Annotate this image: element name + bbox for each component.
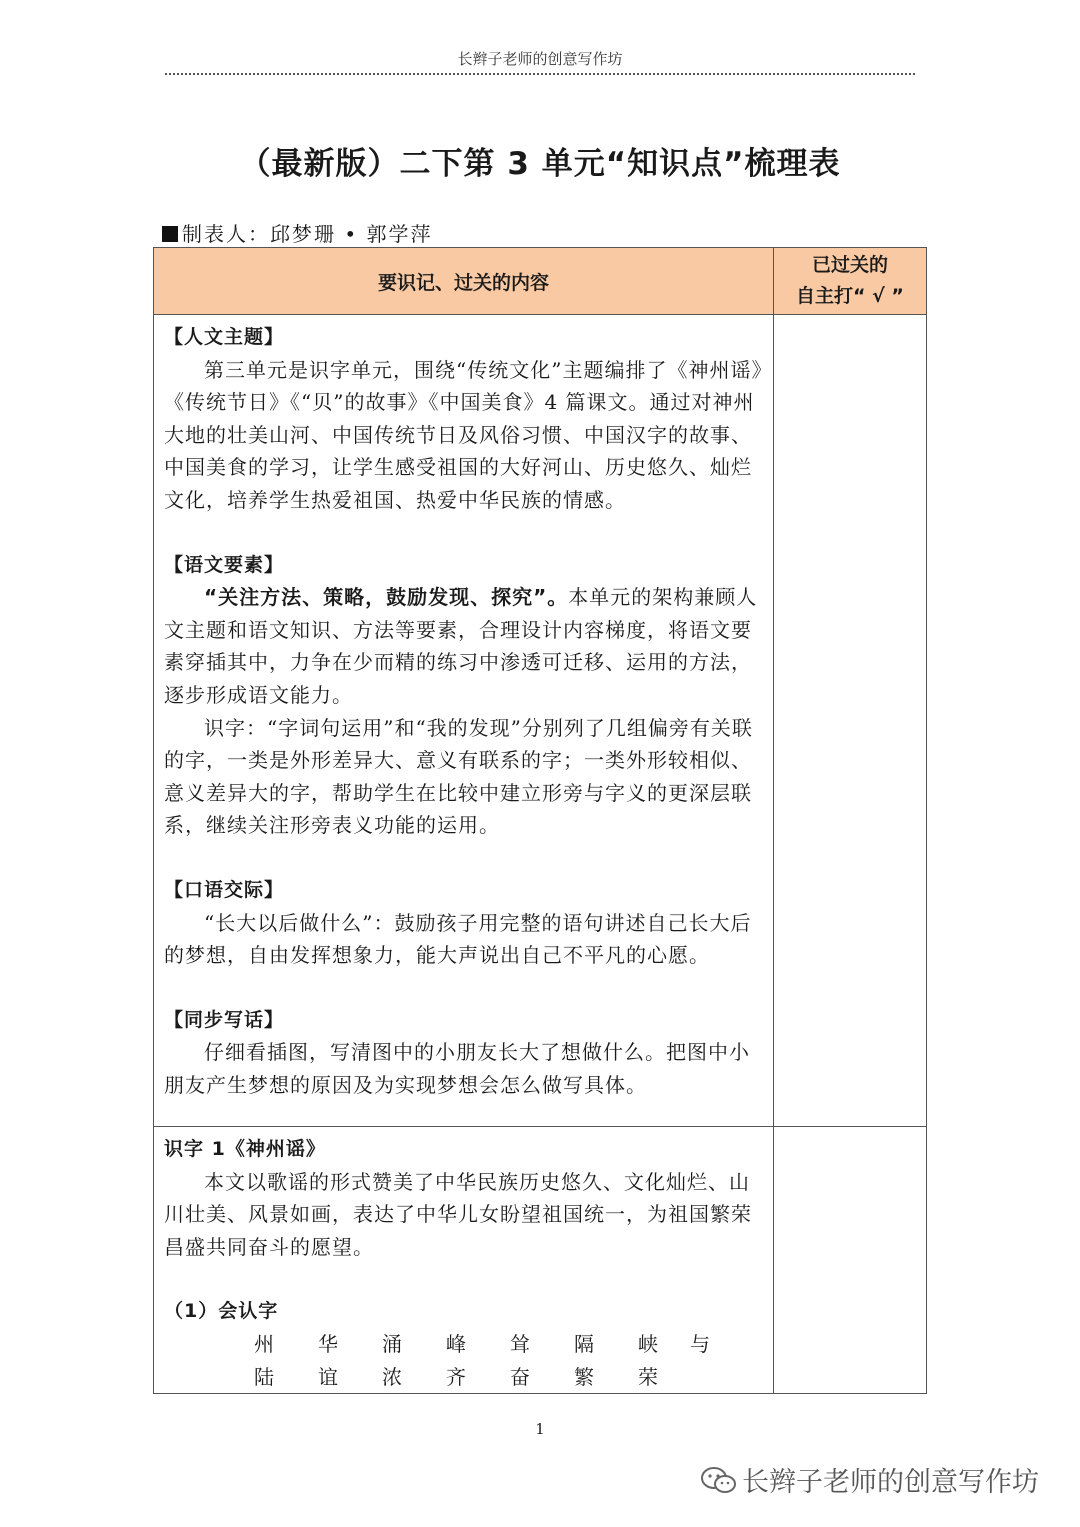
- knowledge-table: [153, 247, 927, 1394]
- section-head-theme: 【人文主题】: [164, 326, 285, 348]
- section-sub-recognize: （1）会认字: [164, 1300, 279, 1323]
- section-text-oral: “长大以后做什么”：鼓励孩子用完整的语句讲述自己长大后的梦想，自由发挥想象力，能大声说出自己不平凡的心愿。: [164, 910, 752, 968]
- page-number: 1: [535, 1420, 545, 1438]
- char: 与: [690, 1331, 710, 1356]
- header-check-column: [774, 248, 927, 315]
- header-content-column: 要识记、过关的内容: [154, 248, 774, 315]
- char: 隔: [574, 1331, 594, 1356]
- check-cell[interactable]: [774, 1127, 927, 1394]
- header-check-line2: 自主打“ √ ”: [796, 285, 904, 307]
- char-row-2: [254, 1361, 765, 1394]
- char: 浓: [382, 1364, 402, 1389]
- author-text: 制表人：邱梦珊 • 郭学萍: [182, 222, 433, 246]
- lesson1-cell: [154, 1127, 774, 1394]
- section-text-elements-2: 识字：“字词句运用”和“我的发现”分别列了几组偏旁有关联的字，一类是外形差异大、意义有联系的字；一类外形较相似、意义差异大的字，帮助学生在比较中建立形旁与字义的更深层联系，继续关注形旁表义功能的运用。: [164, 715, 753, 838]
- section-text-lesson1: 本文以歌谣的形式赞美了中华民族历史悠久、文化灿烂、山川壮美、风景如画，表达了中华儿女盼望祖国统一，为祖国繁荣昌盛共同奋斗的愿望。: [164, 1169, 752, 1259]
- char: 繁: [574, 1364, 594, 1389]
- header-rule: [165, 73, 915, 75]
- section-head-elements: 【语文要素】: [164, 553, 285, 576]
- char: 峡: [638, 1331, 658, 1356]
- char: 齐: [446, 1364, 466, 1389]
- document-title: （最新版）二下第 3 单元“知识点”梳理表: [239, 146, 841, 182]
- char: 耸: [510, 1331, 530, 1356]
- watermark-text: 长辫子老师的创意写作坊: [742, 1467, 1039, 1498]
- char: 涌: [382, 1331, 402, 1356]
- section-head-oral: 【口语交际】: [164, 878, 285, 901]
- square-bullet-icon: [162, 226, 178, 242]
- char: 州: [254, 1331, 274, 1356]
- page-header: 长辫子老师的创意写作坊: [457, 50, 623, 68]
- section-text-writing: 仔细看插图，写清图中的小朋友长大了想做什么。把图中小朋友产生梦想的原因及为实现梦想会怎么做写具体。: [164, 1040, 750, 1097]
- author-line: [162, 218, 433, 247]
- unit-overview-cell: [154, 315, 774, 1127]
- watermark: [700, 1460, 1039, 1499]
- section-head-writing: 【同步写话】: [164, 1008, 285, 1031]
- section-text-elements: [164, 581, 765, 711]
- table-header-row: [154, 248, 927, 315]
- wechat-icon: [700, 1466, 738, 1496]
- section-text-theme: 第三单元是识字单元，围绕“传统文化”主题编排了《神州谣》《传统节日》《“贝”的故事》《中国美食》4 篇课文。通过对神州大地的壮美山河、中国传统节日及风俗习惯、中国汉字的故事、中国美食的学习，让学生感受祖国的大好河山、历史悠久、灿烂文化，培养学生热爱祖国、热爱中华民族的情感。: [164, 357, 763, 512]
- char: 陆: [254, 1364, 274, 1389]
- elements-emphasis: “关注方法、策略，鼓励发现、探究”。: [204, 585, 569, 610]
- char: 奋: [510, 1364, 530, 1389]
- elements-body: 本单元的架构兼顾人文主题和语文知识、方法等要素，合理设计内容梯度，将语文要素穿插其中，力争在少而精的练习中渗透可迁移、运用的方法，逐步形成语文能力。: [164, 585, 758, 707]
- char: 峰: [446, 1331, 466, 1356]
- char: 谊: [318, 1364, 338, 1389]
- table-row: [154, 1127, 927, 1394]
- header-check-line1: 已过关的: [811, 254, 888, 276]
- table-row: [154, 315, 927, 1127]
- section-head-lesson1: 识字 1《神州谣》: [164, 1138, 326, 1160]
- char: 荣: [638, 1364, 658, 1389]
- check-cell[interactable]: [774, 315, 927, 1127]
- char-row-1: [254, 1328, 765, 1361]
- char: 华: [318, 1331, 338, 1356]
